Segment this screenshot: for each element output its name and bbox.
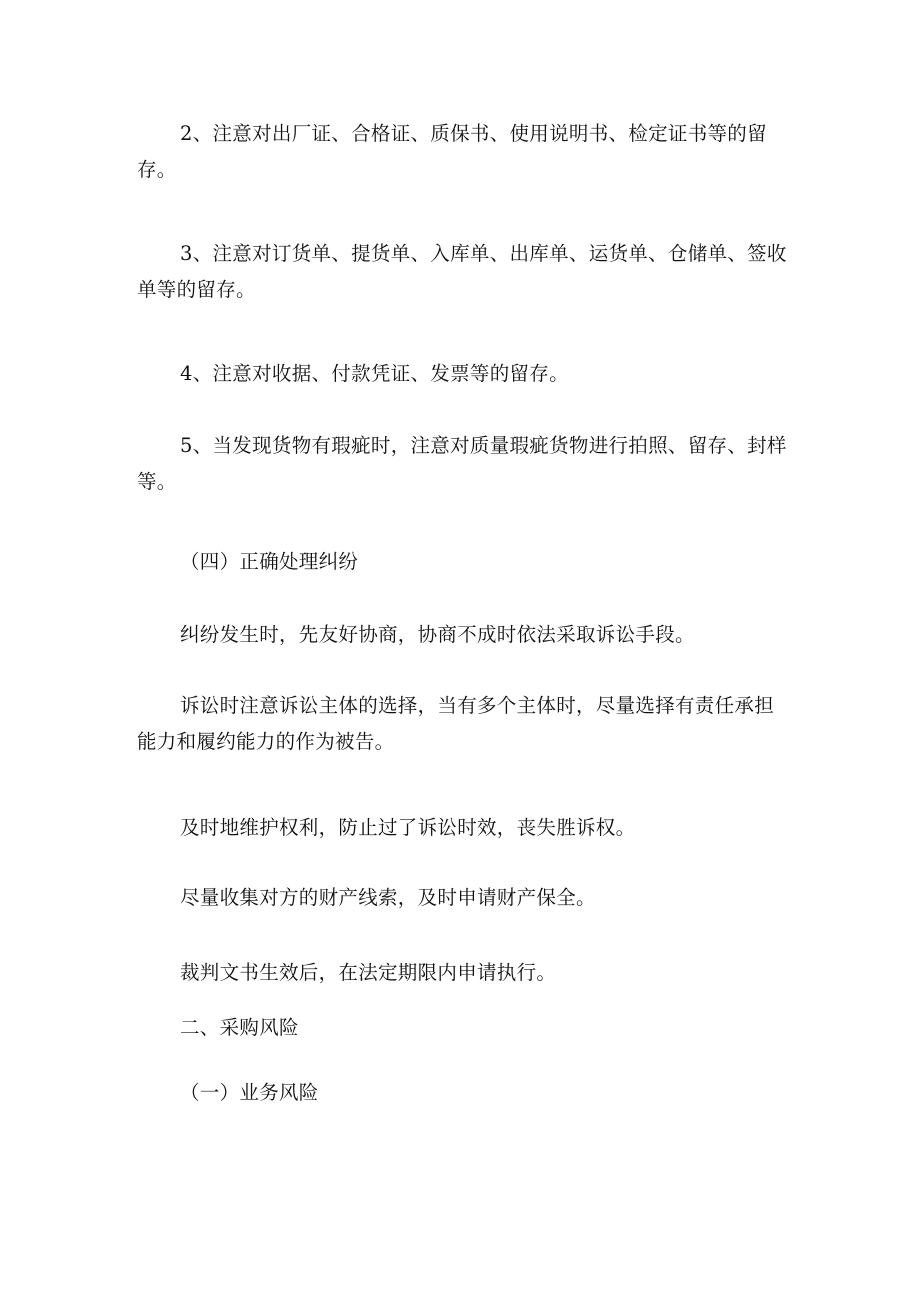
section-heading-dispute-handling: （四）正确处理纠纷 bbox=[180, 550, 359, 573]
section-heading-business-risk: （一）业务风险 bbox=[180, 1081, 319, 1104]
paragraph-litigation-subject: 诉讼时注意诉讼主体的选择，当有多个主体时，尽量选择有责任承担能力和履约能力的作为被告。 bbox=[137, 694, 775, 753]
paragraph-receipts-retention: 4、注意对收据、付款凭证、发票等的留存。 bbox=[180, 362, 569, 385]
paragraph-negotiation-first: 纠纷发生时，先友好协商，协商不成时依法采取诉讼手段。 bbox=[180, 623, 695, 646]
section-heading-procurement-risk: 二、采购风险 bbox=[180, 1016, 299, 1039]
paragraph-property-preservation: 尽量收集对方的财产线索，及时申请财产保全。 bbox=[180, 886, 596, 909]
paragraph-defective-goods: 5、当发现货物有瑕疵时，注意对质量瑕疵货物进行拍照、留存、封样等。 bbox=[137, 434, 787, 493]
paragraph-limitation-period: 及时地维护权利，防止过了诉讼时效，丧失胜诉权。 bbox=[180, 816, 636, 839]
paragraph-apply-execution: 裁判文书生效后，在法定期限内申请执行。 bbox=[180, 961, 557, 984]
paragraph-order-documents-retention: 3、注意对订货单、提货单、入库单、出库单、运货单、仓储单、签收单等的留存。 bbox=[137, 242, 787, 301]
paragraph-certificates-retention: 2、注意对出厂证、合格证、质保书、使用说明书、检定证书等的留存。 bbox=[137, 122, 767, 181]
